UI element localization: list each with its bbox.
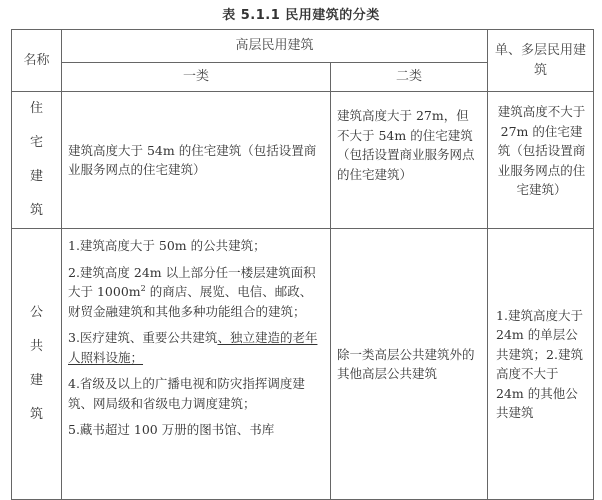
table-row-public xyxy=(12,229,594,500)
item-2-text-a: 2.建筑高度 24m 以上部分任一楼层建筑面积大于 1000m xyxy=(68,264,316,299)
public-class-two: 除一类高层公共建筑外的其他高层公共建筑 xyxy=(331,229,488,500)
public-class-one-item-5: 5.藏书超过 100 万册的图书馆、书库 xyxy=(68,422,275,437)
table-title: 表 5.1.1 民用建筑的分类 xyxy=(222,8,380,23)
header-class-one: 一类 xyxy=(62,63,331,92)
public-low-multi: 1.建筑高度大于 24m 的单层公共建筑；2.建筑高度不大于 24m 的其他公共建筑 xyxy=(488,229,594,500)
row-name-residential: 住宅建筑 xyxy=(12,92,62,229)
header-low-multi: 单、多层民用建筑 xyxy=(488,30,594,92)
public-class-one-item-4: 4.省级及以上的广播电视和防灾指挥调度建筑、网局级和省级电力调度建筑； xyxy=(68,376,305,411)
item-2-superscript: 2 xyxy=(140,283,146,293)
item-3-underlined-text: 、独立建造的老年人照料设施； xyxy=(68,330,318,365)
header-high-rise: 高层民用建筑 xyxy=(62,30,488,63)
table-row-residential xyxy=(12,92,594,229)
public-class-one-item-3 xyxy=(68,328,324,367)
residential-class-one: 建筑高度大于 54m 的住宅建筑（包括设置商业服务网点的住宅建筑） xyxy=(62,92,331,229)
classification-table xyxy=(11,29,594,500)
item-2-text-b: 的商店、展览、电信、邮政、财贸金融建筑和其他多种功能组合的建筑； xyxy=(68,284,313,319)
row-name-public: 公共建筑 xyxy=(12,229,62,500)
public-class-one-item-2 xyxy=(68,263,324,322)
public-class-one-item-1: 1.建筑高度大于 50m 的公共建筑； xyxy=(68,238,266,253)
residential-low-multi: 建筑高度不大于 27m 的住宅建筑（包括设置商业服务网点的住宅建筑） xyxy=(488,92,594,229)
header-class-two: 二类 xyxy=(331,63,488,92)
header-name: 名称 xyxy=(12,30,62,92)
residential-class-two: 建筑高度大于 27m，但不大于 54m 的住宅建筑（包括设置商业服务网点的住宅建筑） xyxy=(331,92,488,229)
item-3-text-a: 3.医疗建筑、重要公共建筑 xyxy=(68,330,218,345)
public-class-one xyxy=(62,229,331,500)
